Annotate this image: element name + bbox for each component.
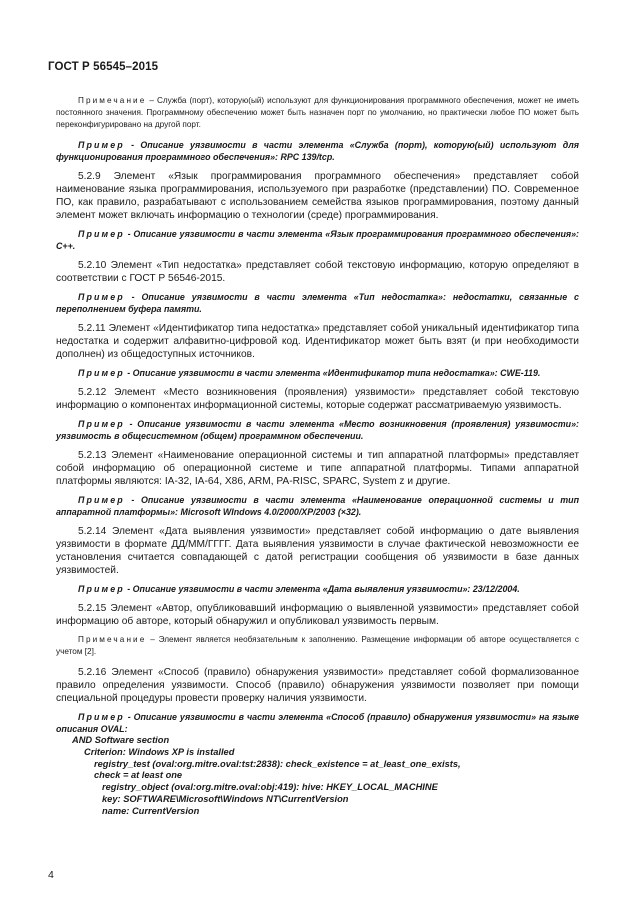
note-paragraph: Примечание – Служба (порт), которую(ый) используют для функционирования программного обеспечения, может не иметь постоянного значения. Программному обеспечению может быть назначен порт по умолчанию, но практически любое ПО может быть переконфигурировано на другой порт. [56, 96, 579, 129]
code-line: check = at least one [94, 770, 183, 781]
document-body [56, 95, 579, 818]
code-line: AND Software section [72, 735, 170, 745]
example-paragraph: Пример - Описание уязвимости в части элемента «Место возникновения (проявления) уязвимости»: уязвимость в общесистемном (общем) программном обеспечении. [56, 419, 579, 441]
clause-5-2-13: 5.2.13 Элемент «Наименование операционной системы и тип аппаратной платформы» представляет собой информацию об операционной системе и типе аппаратной платформы. Типами аппаратной платформы являются: IA-32, IA-64, X86, ARM, PA-RISC, SPARC, System z и другие. [56, 450, 579, 487]
clause-5-2-11: 5.2.11 Элемент «Идентификатор типа недостатка» представляет собой уникальный идентификатор типа недостатка и содержит алфавитно-цифровой код. Идентификатор может быть взят (и при необходимости дополнен) из общедоступных источников. [56, 323, 579, 360]
code-line: registry_test (oval:org.mitre.oval:tst:2838): check_existence = at_least_one_exists, [94, 758, 461, 769]
code-line: key: SOFTWARE\Microsoft\Windows NT\CurrentVersion [102, 793, 349, 804]
example-label: Пример [78, 140, 125, 150]
note-label: Примечание [78, 635, 147, 644]
note-label: Примечание [78, 96, 147, 105]
example-paragraph: Пример - Описание уязвимости в части элемента «Наименование операционной системы и тип аппаратной платформы»: Microsoft WIndows 4.0/2000/XP/2003 (×32). [56, 495, 579, 517]
example-paragraph: Пример - Описание уязвимости в части элемента «Идентификатор типа недостатка»: CWE-119. [78, 368, 541, 378]
example-paragraph: Пример - Описание уязвимости в части элемента «Язык программирования программного обеспечения»: C++. [56, 229, 579, 251]
note-paragraph: Примечание – Элемент является необязательным к заполнению. Размещение информации об авторе осуществляется с учетом [2]. [56, 635, 579, 656]
example-label: Пример [78, 419, 125, 429]
example-label: Пример [78, 229, 125, 239]
example-label: Пример [78, 495, 125, 505]
example-paragraph: Пример - Описание уязвимости в части элемента «Дата выявления уязвимости»: 23/12/2004. [78, 584, 520, 594]
example-paragraph: Пример - Описание уязвимости в части элемента «Тип недостатка»: недостатки, связанные с переполнением буфера памяти. [56, 292, 579, 314]
example-label: Пример [78, 292, 125, 302]
oval-code-block [56, 735, 579, 818]
code-line: registry_object (oval:org.mitre.oval:obj:419): hive: HKEY_LOCAL_MACHINE [102, 782, 438, 793]
clause-5-2-9: 5.2.9 Элемент «Язык программирования программного обеспечения» представляет собой наименование языка программирования, используемого при разработке (представлении) ПО. Современное ПО, как правило, разрабатывают с использованием семейства языков программирования, поэтому данный элемент может включать информацию о технологии (среде) программирования. [56, 171, 579, 221]
example-paragraph: Пример - Описание уязвимости в части элемента «Способ (правило) обнаружения уязвимости» на языке описания OVAL: [56, 712, 579, 734]
code-line: name: CurrentVersion [102, 805, 200, 816]
example-paragraph: Пример - Описание уязвимости в части элемента «Служба (порт), которую(ый) используют для функционирования программного обеспечения»: RPC 139/tcp. [56, 140, 579, 162]
clause-5-2-16: 5.2.16 Элемент «Способ (правило) обнаружения уязвимости» представляет собой формализованное правило определения уязвимости. Способ (правило) обнаружения уязвимости позволяет при помощи специальной процедуры провести проверку наличия уязвимости. [56, 667, 579, 704]
document-header: ГОСТ Р 56545–2015 [48, 61, 159, 73]
clause-5-2-14: 5.2.14 Элемент «Дата выявления уязвимости» представляет собой информацию о дате выявления уязвимости в формате ДД/ММ/ГГГГ. Дата выявления уязвимости в случае фактической невозможности ее установления считается совпадающей с датой регистрации сообщения об уязвимости в базе данных уязвимостей. [56, 526, 579, 576]
page-number: 4 [48, 869, 54, 881]
clause-5-2-15: 5.2.15 Элемент «Автор, опубликовавший информацию о выявленной уязвимости» представляет собой информацию об авторе, который обнаружил и опубликовал уязвимость первым. [56, 603, 579, 627]
example-label: Пример [78, 712, 125, 722]
code-line: Criterion: Windows XP is installed [84, 746, 235, 757]
example-label: Пример [78, 584, 125, 594]
example-label: Пример [78, 368, 125, 378]
clause-5-2-10: 5.2.10 Элемент «Тип недостатка» представляет собой текстовую информацию, которую определяют в соответствии с ГОСТ Р 56546-2015. [56, 260, 579, 284]
clause-5-2-12: 5.2.12 Элемент «Место возникновения (проявления) уязвимости» представляет собой текстовую информацию о компонентах информационной системы, которые содержат рассматриваемую уязвимость. [56, 387, 579, 411]
